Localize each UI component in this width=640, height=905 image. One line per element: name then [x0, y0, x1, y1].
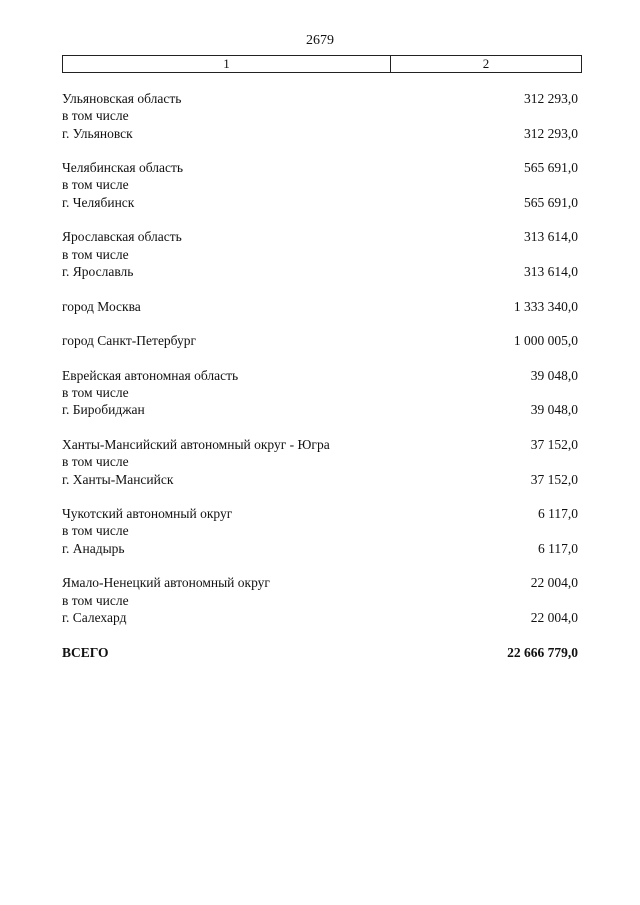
row-value: 565 691,0 — [524, 160, 578, 176]
row-label: Ярославская область — [62, 229, 182, 245]
row-label: г. Ульяновск — [62, 125, 133, 141]
row-value: 312 293,0 — [524, 125, 578, 141]
row-label: г. Биробиджан — [62, 402, 145, 418]
row-label: Челябинская область — [62, 160, 184, 176]
column-header-1: 1 — [63, 56, 391, 72]
column-header — [62, 55, 582, 73]
row-label: в том числе — [62, 108, 129, 124]
table-row — [62, 384, 578, 401]
row-label: г. Анадырь — [62, 540, 125, 556]
row-label: в том числе — [62, 385, 129, 401]
region-group — [62, 436, 578, 488]
region-group — [62, 505, 578, 557]
row-label: Еврейская автономная область — [62, 367, 239, 383]
row-value: 312 293,0 — [524, 91, 578, 106]
row-label: в том числе — [62, 177, 129, 193]
total-label: ВСЕГО — [62, 644, 109, 660]
spacer — [62, 488, 578, 505]
row-label: город Санкт-Петербург — [62, 333, 197, 349]
table-row — [62, 90, 578, 107]
region-group — [62, 332, 578, 349]
row-label: г. Ханты-Мансийск — [62, 471, 174, 487]
row-value: 6 117,0 — [538, 506, 578, 522]
total-row — [62, 644, 578, 661]
region-group — [62, 298, 578, 315]
spacer — [62, 315, 578, 332]
table-row — [62, 367, 578, 384]
table-row — [62, 471, 578, 488]
row-label: Ханты-Мансийский автономный округ - Югра — [62, 436, 330, 452]
table-row — [62, 332, 578, 349]
row-value: 313 614,0 — [524, 263, 578, 279]
table-row — [62, 246, 578, 263]
table-row — [62, 436, 578, 453]
table-row — [62, 263, 578, 280]
spacer — [62, 142, 578, 159]
table-row — [62, 194, 578, 211]
table-row — [62, 574, 578, 591]
spacer — [62, 626, 578, 643]
table-row — [62, 298, 578, 315]
row-value: 22 004,0 — [530, 575, 578, 591]
row-value: 1 000 005,0 — [513, 333, 578, 349]
row-label: в том числе — [62, 454, 129, 470]
table-row — [62, 540, 578, 557]
row-value: 565 691,0 — [524, 194, 578, 210]
table-row — [62, 453, 578, 470]
table-row — [62, 592, 578, 609]
table-row — [62, 401, 578, 418]
region-group — [62, 90, 578, 142]
row-value: 22 004,0 — [530, 609, 578, 625]
row-value: 1 333 340,0 — [513, 298, 578, 314]
row-value: 6 117,0 — [538, 540, 578, 556]
table-row — [62, 609, 578, 626]
row-label: Ямало-Ненецкий автономный округ — [62, 575, 270, 591]
row-label: в том числе — [62, 523, 129, 539]
row-value: 39 048,0 — [530, 367, 578, 383]
row-label: г. Салехард — [62, 609, 127, 625]
row-label: г. Челябинск — [62, 194, 135, 210]
page-number: 2679 — [306, 33, 334, 48]
column-header-2: 2 — [482, 56, 490, 71]
table-row — [62, 176, 578, 193]
table-row — [62, 107, 578, 124]
table-row — [62, 522, 578, 539]
total-value: 22 666 779,0 — [507, 644, 578, 660]
budget-table — [62, 90, 578, 661]
row-value: 313 614,0 — [524, 229, 578, 245]
row-value: 37 152,0 — [530, 471, 578, 487]
row-label: г. Ярославль — [62, 263, 134, 279]
region-group — [62, 159, 578, 211]
table-row — [62, 228, 578, 245]
region-group — [62, 367, 578, 419]
row-label: Ульяновская область — [62, 91, 182, 106]
spacer — [62, 280, 578, 297]
spacer — [62, 557, 578, 574]
spacer — [62, 419, 578, 436]
region-group — [62, 574, 578, 626]
table-row — [62, 125, 578, 142]
table-row — [62, 159, 578, 176]
spacer — [62, 349, 578, 366]
row-label: в том числе — [62, 246, 129, 262]
row-value: 37 152,0 — [530, 436, 578, 452]
row-label: в том числе — [62, 592, 129, 608]
spacer — [62, 211, 578, 228]
row-label: город Москва — [62, 298, 141, 314]
row-value: 39 048,0 — [530, 402, 578, 418]
row-label: Чукотский автономный округ — [62, 506, 233, 522]
table-row — [62, 505, 578, 522]
region-group — [62, 228, 578, 280]
